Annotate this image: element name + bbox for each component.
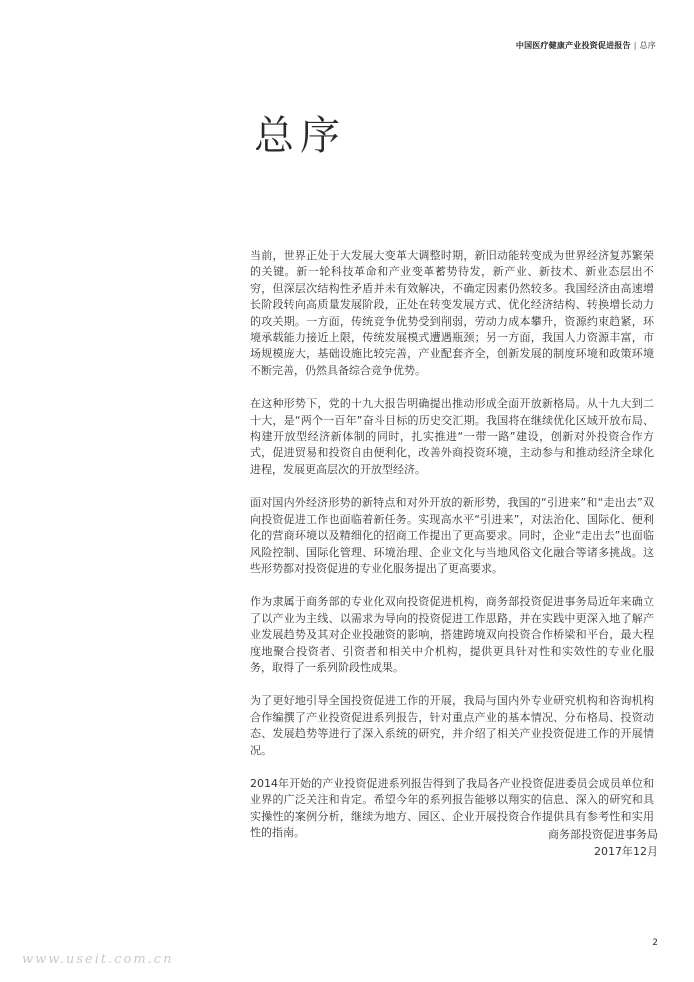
header-section: 总序 [639,41,656,50]
signature-organization: 商务部投资促进事务局 [548,828,658,841]
signature-block [548,826,658,860]
paragraph-2: 在这种形势下，党的十九大报告明确提出推动形成全面开放新格局。从十九大到二十大，是“两个一百年”奋斗目标的历史交汇期。我国将在继续优化区域开放布局、构建开放型经济新体制的同时，扎实推进“一带一路”建设，创新对外投资合作方式，促进贸易和投资自由便利化，改善外商投资环境，主动参与和推动经济全球化进程，发展更高层次的开放型经济。 [250,397,654,476]
signature-date: 2017年12月 [594,845,658,858]
paragraph-6: 2014年开始的产业投资促进系列报告得到了我局各产业投资促进委员会成员单位和业界的广泛关注和肯定。希望今年的系列报告能够以翔实的信息、深入的研究和具实操性的案例分析，继续为地方、园区、企业开展投资合作提供具有参考性和实用性的指南。 [250,776,654,840]
watermark: www.useit.com.cn [22,952,174,967]
paragraph-3: 面对国内外经济形势的新特点和对外开放的新形势，我国的“引进来”和“走出去”双向投资促进工作也面临着新任务。实现高水平“引进来”，对法治化、国际化、便利化的营商环境以及精细化的招商工作提出了更高要求。同时，企业“走出去”也面临风险控制、国际化管理、环境治理、企业文化与当地风俗文化融合等诸多挑战。这些形势都对投资促进的专业化服务提出了更高要求。 [250,496,654,575]
paragraph-4: 作为隶属于商务部的专业化双向投资促进机构，商务部投资促进事务局近年来确立了以产业为主线、以需求为导向的投资促进工作思路，并在实践中更深入地了解产业发展趋势及其对企业投融资的影响，搭建跨境双向投资合作桥梁和平台，最大程度地聚合投资者、引资者和相关中介机构，提供更具针对性和实效性的专业化服务，取得了一系列阶段性成果。 [250,595,654,674]
page-title: 总序 [254,113,346,159]
running-header [516,40,656,51]
paragraph-5: 为了更好地引导全国投资促进工作的开展，我局与国内外专业研究机构和咨询机构合作编撰了产业投资促进系列报告，针对重点产业的基本情况、分布格局、投资动态、发展趋势等进行了深入系统的研究，并介绍了相关产业投资促进工作的开展情况。 [250,694,654,757]
preface-body [250,248,654,859]
header-separator: | [633,41,637,50]
paragraph-1: 当前，世界正处于大发展大变革大调整时期，新旧动能转变成为世界经济复苏繁荣的关键。新一轮科技革命和产业变革蓄势待发，新产业、新技术、新业态层出不穷，但深层次结构性矛盾并未有效解决，不确定因素仍然较多。我国经济由高速增长阶段转向高质量发展阶段，正处在转变发展方式、优化经济结构、转换增长动力的攻关期。一方面，传统竞争优势受到削弱，劳动力成本攀升，资源约束趋紧，环境承载能力接近上限，传统发展模式遭遇瓶颈；另一方面，我国人力资源丰富，市场规模庞大，基础设施比较完善，产业配套齐全，创新发展的制度环境和政策环境不断完善，仍然具备综合竞争优势。 [250,249,654,377]
report-title: 中国医疗健康产业投资促进报告 [515,41,631,50]
page-number: 2 [652,938,658,948]
